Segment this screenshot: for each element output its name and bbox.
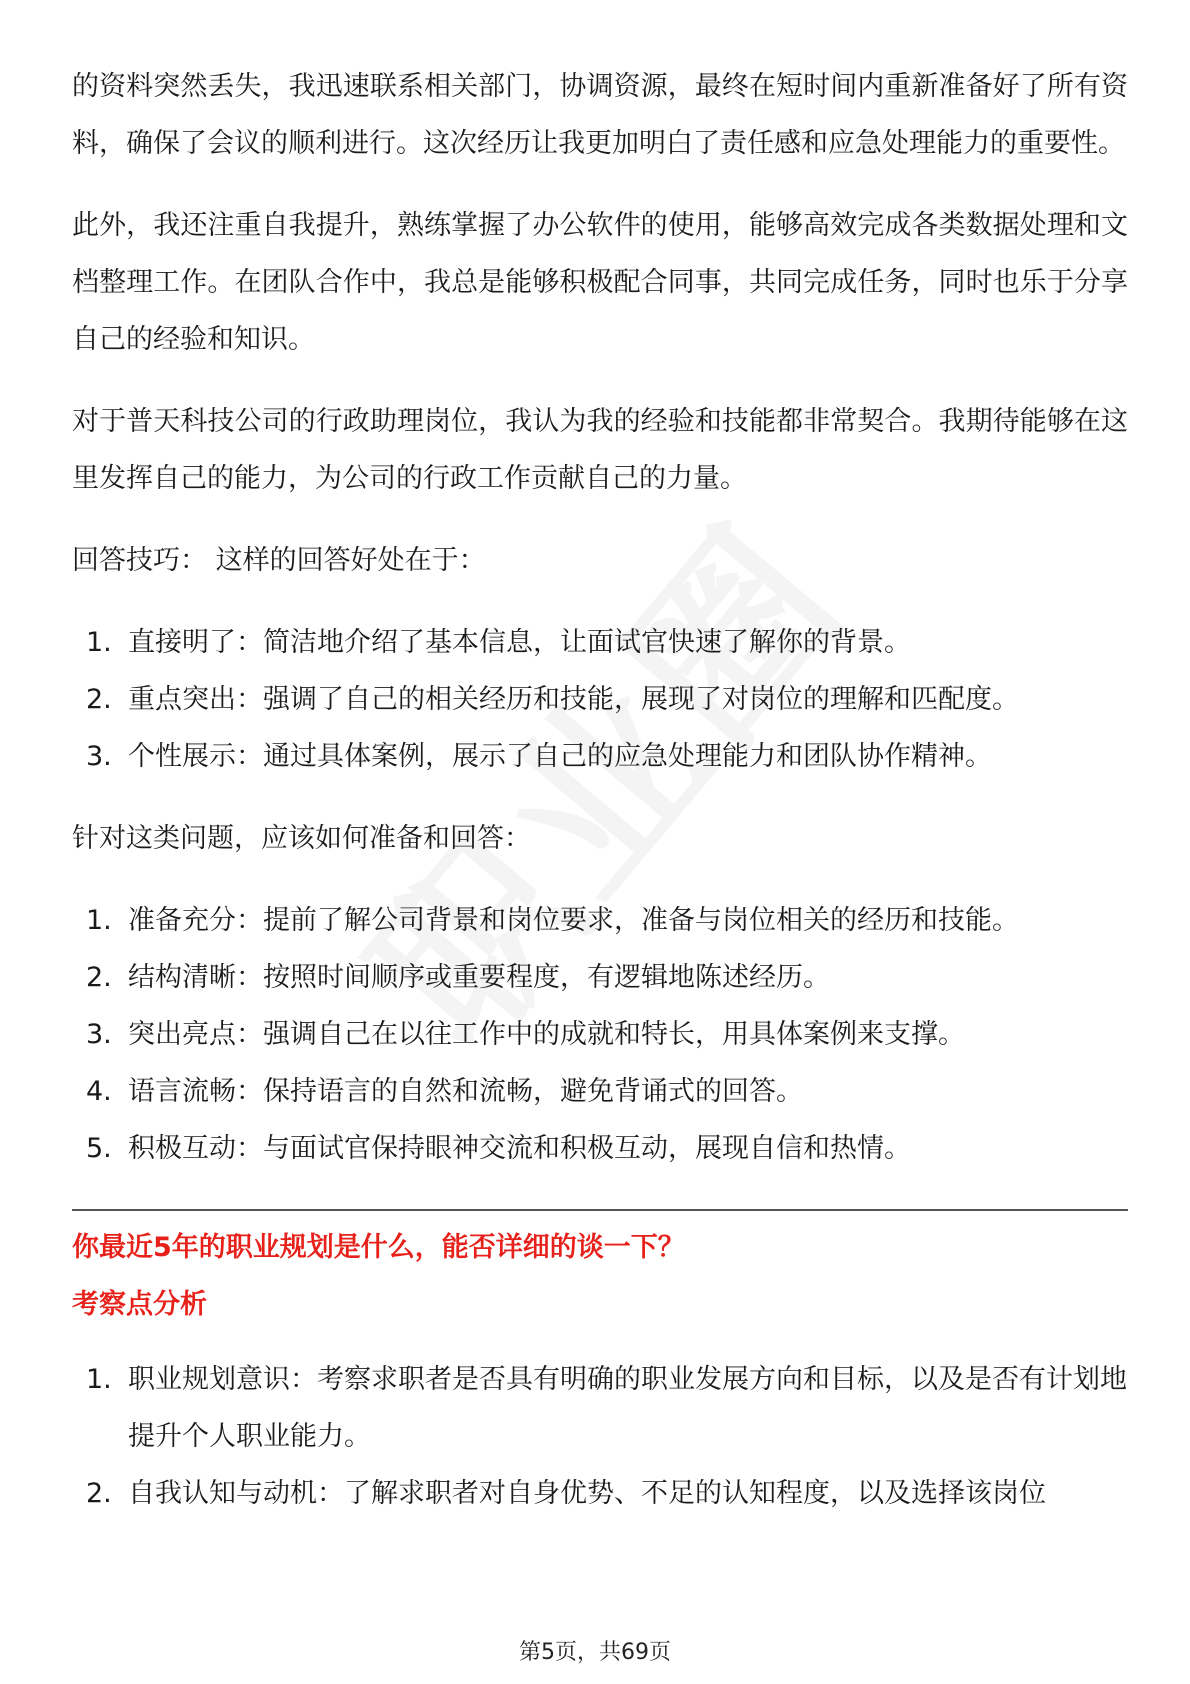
list-text: 语言流畅：保持语言的自然和流畅，避免背诵式的回答。 [128, 1076, 803, 1107]
list-text: 职业规划意识：考察求职者是否具有明确的职业发展方向和目标，以及是否有计划地提升个人职业能力。 [128, 1364, 1127, 1452]
list-item [72, 1351, 1128, 1465]
analysis-heading: 考察点分析 [72, 1289, 207, 1320]
list-item [72, 614, 1128, 671]
list-item [72, 949, 1128, 1006]
page-footer: 第5页，共69页 [519, 1640, 671, 1665]
tips-intro: 回答技巧： 这样的回答好处在于： [72, 545, 486, 576]
list-text: 突出亮点：强调自己在以往工作中的成就和特长，用具体案例来支撑。 [128, 1019, 965, 1050]
paragraph-1: 的资料突然丢失，我迅速联系相关部门，协调资源，最终在短时间内重新准备好了所有资料，确保了会议的顺利进行。这次经历让我更加明白了责任感和应急处理能力的重要性。 [72, 71, 1128, 159]
paragraph-3: 对于普天科技公司的行政助理岗位，我认为我的经验和技能都非常契合。我期待能够在这里发挥自己的能力，为公司的行政工作贡献自己的力量。 [72, 406, 1128, 494]
list-number: 2. [86, 962, 112, 993]
list-number: 2. [86, 684, 112, 715]
list-text: 重点突出：强调了自己的相关经历和技能，展现了对岗位的理解和匹配度。 [128, 684, 1019, 715]
list-item [72, 671, 1128, 728]
list-number: 1. [86, 905, 112, 936]
list-item [72, 1006, 1128, 1063]
document-body [72, 58, 1128, 1522]
list-text: 个性展示：通过具体案例，展示了自己的应急处理能力和团队协作精神。 [128, 741, 992, 772]
list-text: 直接明了：简洁地介绍了基本信息，让面试官快速了解你的背景。 [128, 627, 911, 658]
list-text: 准备充分：提前了解公司背景和岗位要求，准备与岗位相关的经历和技能。 [128, 905, 1019, 936]
prep-list [72, 892, 1128, 1177]
paragraph-2: 此外，我还注重自我提升，熟练掌握了办公软件的使用，能够高效完成各类数据处理和文档整理工作。在团队合作中，我总是能够积极配合同事，共同完成任务，同时也乐于分享自己的经验和知识。 [72, 210, 1128, 355]
list-item [72, 1465, 1128, 1522]
list-number: 4. [86, 1076, 112, 1107]
list-number: 1. [86, 1364, 112, 1395]
list-text: 积极互动：与面试官保持眼神交流和积极互动，展现自信和热情。 [128, 1133, 911, 1164]
list-number: 1. [86, 627, 112, 658]
section-divider [72, 1209, 1128, 1211]
prep-intro: 针对这类问题，应该如何准备和回答： [72, 823, 531, 854]
list-item [72, 1120, 1128, 1177]
list-number: 2. [86, 1478, 112, 1509]
list-text: 结构清晰：按照时间顺序或重要程度，有逻辑地陈述经历。 [128, 962, 830, 993]
list-number: 3. [86, 1019, 112, 1050]
analysis-list [72, 1351, 1128, 1522]
tips-list [72, 614, 1128, 785]
question-heading: 你最近5年的职业规划是什么，能否详细的谈一下？ [72, 1232, 685, 1263]
list-item [72, 892, 1128, 949]
list-number: 3. [86, 741, 112, 772]
list-item [72, 1063, 1128, 1120]
list-text: 自我认知与动机：了解求职者对自身优势、不足的认知程度，以及选择该岗位 [128, 1478, 1046, 1509]
list-number: 5. [86, 1133, 112, 1164]
list-item [72, 728, 1128, 785]
